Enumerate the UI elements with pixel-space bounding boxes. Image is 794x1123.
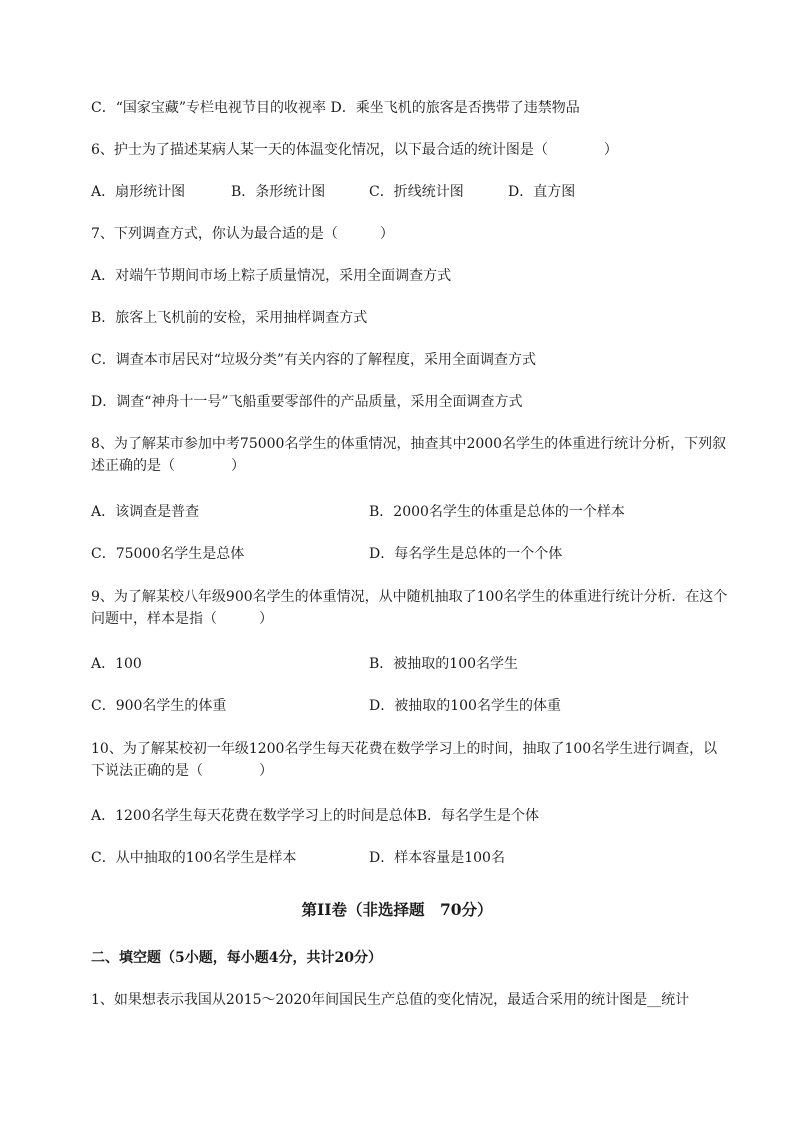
question-6-option-d: D．直方图 xyxy=(508,184,576,200)
question-7-option-d: D．调查“神舟十一号”飞船重要零部件的产品质量，采用全面调查方式 xyxy=(91,394,523,410)
question-10-option-ab: A．1200名学生每天花费在数学学习上的时间是总体B．每名学生是个体 xyxy=(91,808,540,824)
question-8-option-a: A．该调查是普查 xyxy=(91,504,200,520)
question-9-option-a: A．100 xyxy=(91,656,142,672)
question-7-option-c: C．调查本市居民对“垃圾分类”有关内容的了解程度，采用全面调查方式 xyxy=(91,352,537,368)
question-10-option-d: D．样本容量是100名 xyxy=(369,850,505,866)
question-7-stem: 7、下列调查方式，你认为最合适的是（ ） xyxy=(91,226,394,242)
question-9-option-c: C．900名学生的体重 xyxy=(91,698,227,714)
question-8-option-b: B．2000名学生的体重是总体的一个样本 xyxy=(369,504,625,520)
question-6-option-c: C．折线统计图 xyxy=(369,184,464,200)
question-10-stem: 10、为了解某校初一年级1200名学生每天花费在数学学习上的时间，抽取了100名学生进行调查，以下说法正确的是（ ） xyxy=(91,741,718,779)
question-7-option-a: A．对端午节期间市场上粽子质量情况，采用全面调查方式 xyxy=(91,268,452,284)
question-5-options-cd: C．“国家宝藏”专栏电视节目的收视率 D．乘坐飞机的旅客是否携带了违禁物品 xyxy=(91,100,580,116)
section-title: 第II卷（非选择题 70分） xyxy=(301,900,493,919)
question-10-option-c: C．从中抽取的100名学生是样本 xyxy=(91,850,297,866)
question-6-stem: 6、护士为了描述某病人某一天的体温变化情况，以下最合适的统计图是（ ） xyxy=(91,142,618,158)
question-9-stem: 9、为了解某校八年级900名学生的体重情况，从中随机抽取了100名学生的体重进行统计分析．在这个问题中，样本是指（ ） xyxy=(91,589,728,627)
question-7-option-b: B．旅客上飞机前的安检，采用抽样调查方式 xyxy=(91,310,368,326)
question-9-option-d: D．被抽取的100名学生的体重 xyxy=(369,698,561,714)
question-9-option-b: B．被抽取的100名学生 xyxy=(369,656,519,672)
question-8-option-d: D．每名学生是总体的一个个体 xyxy=(369,546,563,562)
question-6-option-b: B．条形统计图 xyxy=(231,184,326,200)
question-8-option-c: C．75000名学生是总体 xyxy=(91,546,245,562)
fill-question-1: 1、如果想表示我国从2015～2020年间国民生产总值的变化情况，最适合采用的统计图是__统计 xyxy=(91,992,690,1008)
question-8-stem: 8、为了解某市参加中考75000名学生的体重情况，抽查其中2000名学生的体重进行统计分析，下列叙述正确的是（ ） xyxy=(91,436,727,474)
part-heading: 二、填空题（5小题，每小题4分，共计20分） xyxy=(91,950,382,966)
question-6-option-a: A．扇形统计图 xyxy=(91,184,186,200)
